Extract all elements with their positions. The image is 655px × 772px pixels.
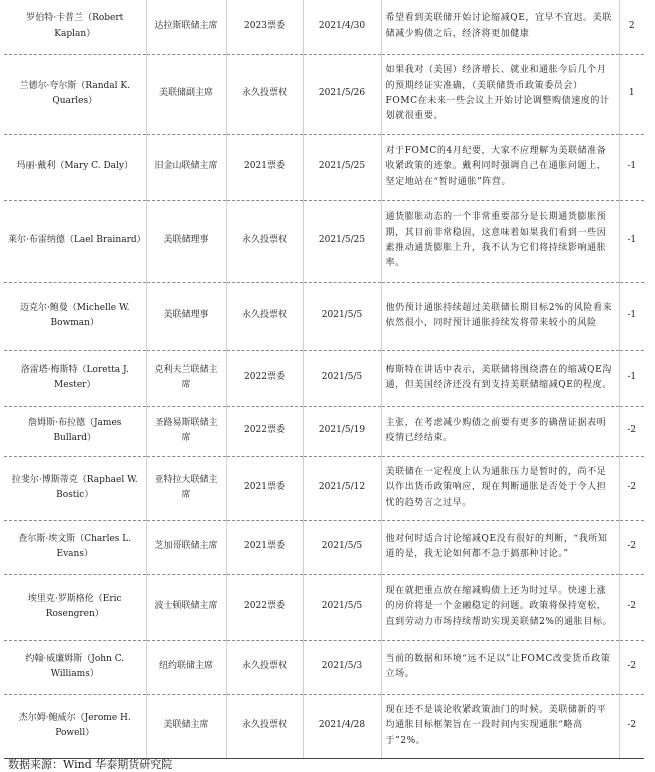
stance-score: -2 <box>619 694 644 758</box>
official-role: 美联储理事 <box>146 282 226 350</box>
table-row <box>4 640 644 694</box>
statement-text: 美联储在一定程度上认为通胀压力是暂时的，尚不足以作出货币政策响应，现在判断通胀是否处于令人担忧的趋势言之过早。 <box>381 456 619 520</box>
official-name: 杰尔姆·鲍威尔（Jerome H. Powell） <box>4 694 146 758</box>
voting-status: 2022票委 <box>226 406 303 456</box>
stance-score: -1 <box>619 282 644 350</box>
statement-text: 当前的数据和环境“远不足以”让FOMC改变货币政策立场。 <box>381 640 619 694</box>
stance-score: -1 <box>619 134 644 200</box>
table-row <box>4 694 644 758</box>
official-role: 美联储理事 <box>146 200 226 282</box>
statement-date: 2021/5/26 <box>303 54 381 134</box>
table-row <box>4 574 644 640</box>
table-row <box>4 520 644 574</box>
statement-text: 主张，在考虑减少购债之前要有更多的确凿证据表明疫情已经结束。 <box>381 406 619 456</box>
official-role: 亚特拉大联储主席 <box>146 456 226 520</box>
official-name: 迈克尔·鲍曼（Michelle W. Bowman） <box>4 282 146 350</box>
statement-date: 2021/5/25 <box>303 200 381 282</box>
voting-status: 2021票委 <box>226 520 303 574</box>
statement-date: 2021/5/12 <box>303 456 381 520</box>
official-name: 约翰·威廉姆斯（John C. Williams） <box>4 640 146 694</box>
voting-status: 永久投票权 <box>226 694 303 758</box>
statement-date: 2021/5/3 <box>303 640 381 694</box>
fed-officials-table <box>4 0 644 759</box>
stance-score: -2 <box>619 574 644 640</box>
voting-status: 2021票委 <box>226 134 303 200</box>
statement-date: 2021/5/5 <box>303 282 381 350</box>
voting-status: 永久投票权 <box>226 640 303 694</box>
stance-score: -2 <box>619 406 644 456</box>
official-name: 兰德尔·夸尔斯（Randal K. Quarles） <box>4 54 146 134</box>
official-name: 洛雷塔·梅斯特（Loretta J. Mester） <box>4 350 146 406</box>
table-row <box>4 0 644 54</box>
statement-date: 2021/4/28 <box>303 694 381 758</box>
official-role: 纽约联储主席 <box>146 640 226 694</box>
official-role: 克利夫兰联储主席 <box>146 350 226 406</box>
stance-score: -2 <box>619 456 644 520</box>
statement-date: 2021/4/30 <box>303 0 381 54</box>
official-role: 波士顿联储主席 <box>146 574 226 640</box>
voting-status: 2021票委 <box>226 456 303 520</box>
stance-score: -2 <box>619 520 644 574</box>
table-row <box>4 200 644 282</box>
voting-status: 2022票委 <box>226 574 303 640</box>
official-name: 莱尔·布雷纳德（Lael Brainard） <box>4 200 146 282</box>
statement-date: 2021/5/5 <box>303 520 381 574</box>
data-source-note: 数据来源：Wind 华泰期货研究院 <box>8 758 173 771</box>
voting-status: 永久投票权 <box>226 200 303 282</box>
voting-status: 2023票委 <box>226 0 303 54</box>
table-row <box>4 406 644 456</box>
voting-status: 2022票委 <box>226 350 303 406</box>
statement-text: 如果我对（美国）经济增长、就业和通胀今后几个月的预期经证实准确，（美联储货币政策委员会）FOMC在未来一些会议上开始讨论调整购债速度的计划就很重要。 <box>381 54 619 134</box>
official-name: 拉斐尔·博斯蒂克（Raphael W. Bostic） <box>4 456 146 520</box>
statement-text: 现在就把重点放在缩减购债上还为时过早。快速上涨的房价将是一个金融稳定的问题。政策将保持宽松，直到劳动力市场持续帮助实现美联储2%的通胀目标。 <box>381 574 619 640</box>
official-role: 达拉斯联储主席 <box>146 0 226 54</box>
voting-status: 永久投票权 <box>226 54 303 134</box>
stance-score: -1 <box>619 200 644 282</box>
official-name: 詹姆斯·布拉德（James Bullard） <box>4 406 146 456</box>
official-name: 埃里克·罗斯格伦（Eric Rosengren） <box>4 574 146 640</box>
statement-text: 希望看到美联储开始讨论缩减QE，宜早不宜迟。美联储减少购债之后，经济将更加健康 <box>381 0 619 54</box>
official-name: 查尔斯·埃文斯（Charles L. Evans） <box>4 520 146 574</box>
statement-date: 2021/5/5 <box>303 574 381 640</box>
table-row <box>4 134 644 200</box>
statement-date: 2021/5/5 <box>303 350 381 406</box>
official-role: 旧金山联储主席 <box>146 134 226 200</box>
official-role: 美联储主席 <box>146 694 226 758</box>
official-role: 圣路易斯联储主席 <box>146 406 226 456</box>
table-row <box>4 350 644 406</box>
statement-text: 对于FOMC的4月纪要，大家不应理解为美联储准备收紧政策的迹象。戴利同时强调自己在通胀问题上，坚定地站在“暂时通胀”阵营。 <box>381 134 619 200</box>
statement-text: 梅斯特在讲话中表示，美联储将围绕潜在的缩减QE沟通，但美国经济还没有到支持美联储缩减QE的程度。 <box>381 350 619 406</box>
official-role: 美联储副主席 <box>146 54 226 134</box>
table-row <box>4 282 644 350</box>
statement-date: 2021/5/19 <box>303 406 381 456</box>
statement-text: 现在还不是谈论收紧政策油门的时候。美联储新的平均通胀目标框架旨在一段时间内实现通胀“略高于”2%。 <box>381 694 619 758</box>
stance-score: -1 <box>619 350 644 406</box>
official-name: 罗伯特·卡普兰（Robert Kaplan） <box>4 0 146 54</box>
statement-date: 2021/5/25 <box>303 134 381 200</box>
official-name: 玛丽·戴利（Mary C. Daly） <box>4 134 146 200</box>
official-role: 芝加哥联储主席 <box>146 520 226 574</box>
statement-text: 他仍预计通胀持续超过美联储长期目标2%的风险看来依然很小，同时预计通胀持续发将带来较小的风险 <box>381 282 619 350</box>
statement-text: 通货膨胀动态的一个非常重要部分是长期通货膨胀预期，其目前非常稳固，这意味着如果我们看到一些因素推动通货膨胀上升，我不认为它们将持续影响通胀率。 <box>381 200 619 282</box>
stance-score: -2 <box>619 640 644 694</box>
statement-text: 他对何时适合讨论缩减QE没有很好的判断，“我所知道的是，我无论如何都不急于搞那种讨论。” <box>381 520 619 574</box>
voting-status: 永久投票权 <box>226 282 303 350</box>
stance-score: 2 <box>619 0 644 54</box>
stance-score: 1 <box>619 54 644 134</box>
table-row <box>4 456 644 520</box>
table-row <box>4 54 644 134</box>
